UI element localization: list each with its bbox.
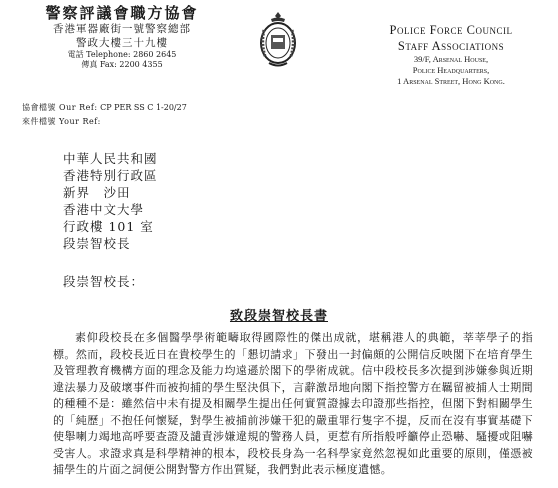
letterhead-en [346,22,556,87]
our-ref-label: 協會檔號 Our Ref: [22,103,98,112]
body-paragraph: 素仰段校長在多個醫學學術範疇取得國際性的傑出成就，堪稱港人的典範，莘莘學子的指標。然而，段校長近日在貴校學生的「懇切請求」下發出一封偏頗的公開信反映閣下在培育學生及管理教育機構方面的理念及能力均遠遜於閣下的學術成就。信中段校長多次提到涉嫌參與近期違法暴力及破壞事件而被拘捕的學生堅決俱下，言辭激昂地向閣下指控警方在羈留被捕人士期間的種種不是：雖然信中未有提及相關學生提出任何實質證據去印證那些指控，但閣下對相關學生的「純歷」不抱任何懷疑，對學生被捕前涉嫌干犯的嚴重罪行隻字不提，反而在沒有事實基礎下使舉喇力竭地高呼要查證及譴責涉嫌違規的警務人員，更惹有所指般呼籲停止恐嚇、騷擾或阻嚇受害人。求證求真是科學精神的根本，段校長身為一名科學家竟然忽視如此重要的原則，僅憑被捕學生的片面之詞便公開對警方作出質疑，我們對此表示極度遺憾。 [53,331,533,476]
letterhead-zh [22,4,222,70]
letter-body [53,330,533,479]
our-ref-value: CP PER SS C 1-20/27 [100,103,187,112]
address-en-line3: 1 Arsenal Street, Hong Kong. [397,76,505,86]
police-crest-icon [256,10,300,70]
association-name-zh: 警察評議會職方協會 [45,4,199,22]
your-ref-label: 來件檔號 Your Ref: [22,117,101,126]
recipient-line: 香港特別行政區 [63,168,158,183]
address-en-line2: Police Headquarters, [412,65,490,75]
address-en-line1: 39/F, Arsenal House, [413,54,489,64]
your-ref [22,117,101,127]
association-name-en-line2: Staff Associations [397,39,505,53]
recipient-line: 行政樓 101 室 [63,219,154,234]
address-zh-line2: 警政大樓三十九樓 [76,37,168,49]
fax-number: 傳真 Fax: 2200 4355 [81,60,163,69]
recipient-address [63,150,158,252]
recipient-line: 中華人民共和國 [63,151,158,166]
our-ref [22,103,187,113]
recipient-line: 香港中文大學 [63,202,145,217]
association-name-en-line1: Police Force Council [389,23,513,37]
address-zh-line1: 香港軍器廠街一號警察總部 [53,23,191,35]
recipient-line: 段崇智校長 [63,236,131,251]
recipient-line: 新界 沙田 [63,185,131,200]
letter-subject: 致段崇智校長書 [229,309,328,324]
phone-number: 電話 Telephone: 2860 2645 [67,50,177,59]
salutation: 段崇智校長： [63,274,145,289]
